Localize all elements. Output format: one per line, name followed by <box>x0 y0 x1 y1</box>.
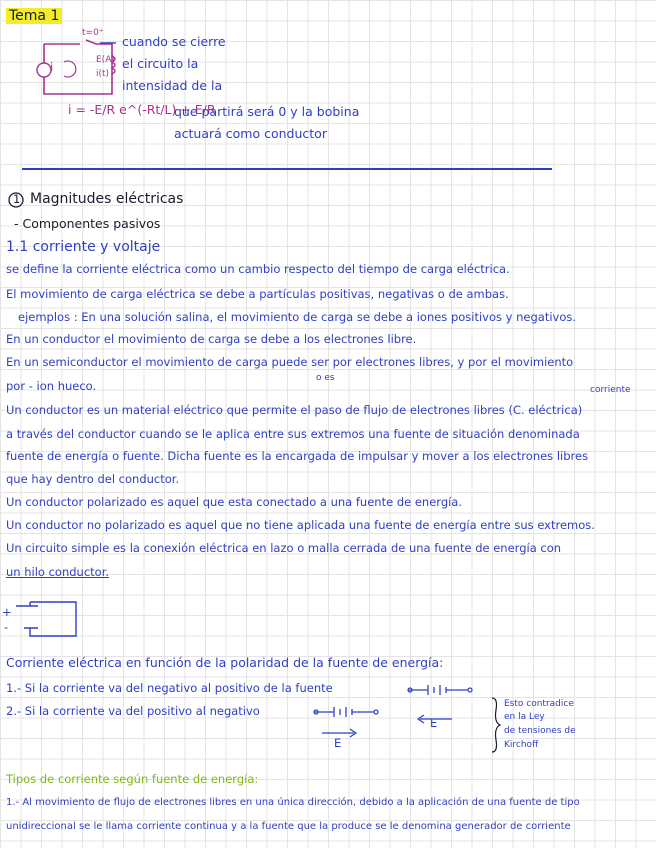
body-line-4: En un conductor el movimiento de carga se debe a los electrones libre. <box>6 332 417 346</box>
body-line-2: El movimiento de carga eléctrica se debe a partículas positivas, negativas o de ambas. <box>6 287 509 301</box>
conductor-line-6: Un conductor no polarizado es aquel que no tiene aplicada una fuente de energía entre sus extremos. <box>6 518 595 532</box>
battery-minus-sign: - <box>4 620 9 634</box>
section-heading: Magnitudes eléctricas <box>30 191 184 207</box>
polarity-item-2: 2.- Si la corriente va del positivo al negativo <box>6 704 260 718</box>
annotation-o-es: o es <box>316 373 335 383</box>
brace-note-2: en la Ley <box>504 712 545 722</box>
formula-note-1: que partirá será 0 y la bobina <box>174 104 360 119</box>
note-line-1: cuando se cierre <box>122 34 226 49</box>
current-label: i(t) <box>96 69 110 79</box>
conductor-line-1: Un conductor es un material eléctrico que permite el paso de flujo de electrones libres (C. eléctrica) <box>6 403 583 417</box>
annotation-corriente: corriente <box>590 385 631 395</box>
battery-symbol-1-icon <box>408 684 474 696</box>
types-line-1: 1.- Al movimiento de flujo de electrones libres en una única dirección, debido a la aplicación de una fuente de tipo <box>6 797 580 808</box>
brace-note-1: Esto contradice <box>504 699 574 709</box>
conductor-line-4: que hay dentro del conductor. <box>6 472 180 486</box>
simple-circuit-sketch <box>4 600 80 640</box>
battery-plus-sign: + <box>2 605 12 619</box>
note-line-2: el circuito la <box>122 56 199 71</box>
body-line-3: ejemplos : En una solución salina, el movimiento de carga se debe a iones positivos y negativos. <box>18 310 577 324</box>
conductor-line-3: fuente de energía o fuente. Dicha fuente es la encargada de impulsar y mover a los electrones libres <box>6 449 589 463</box>
brace-note-3: de tensiones de <box>504 726 576 736</box>
conductor-line-7: Un circuito simple es la conexión eléctrica en lazo o malla cerrada de una fuente de energía con <box>6 541 562 555</box>
formula-note-2: actuará como conductor <box>174 126 327 141</box>
conductor-line-5: Un conductor polarizado es aquel que esta conectado a una fuente de energía. <box>6 495 463 509</box>
brace-icon <box>488 696 502 754</box>
polarity-item-1: 1.- Si la corriente va del negativo al positivo de la fuente <box>6 681 333 695</box>
loop-current-label: i <box>50 60 54 74</box>
conductor-line-8: un hilo conductor. <box>6 565 110 579</box>
page-title: Tema 1 <box>6 9 62 23</box>
body-line-6: por - ion hueco. <box>6 379 97 393</box>
note-line-3: intensidad de la <box>122 78 223 93</box>
section-number: 1 <box>13 192 21 206</box>
battery-symbol-2-icon <box>314 706 380 718</box>
source-label: E(A) <box>96 55 115 65</box>
formula: i = -E/R e^(-Rt/L) + E/R <box>68 102 216 117</box>
switch-label: t=0⁺ <box>82 28 104 38</box>
symbol-E-1: E <box>334 736 342 750</box>
polarity-heading: Corriente eléctrica en función de la polaridad de la fuente de energía: <box>6 655 444 670</box>
types-heading: Tipos de corriente según fuente de energía: <box>6 772 259 786</box>
body-line-1: se define la corriente eléctrica como un cambio respecto del tiempo de carga eléctrica. <box>6 262 510 276</box>
types-line-2: unidireccional se le llama corriente continua y a la fuente que la produce se le denomina generador de corriente <box>6 821 571 832</box>
conductor-line-2: a través del conductor cuando se le aplica entre sus extremos una fuente de situación denominada <box>6 427 580 441</box>
arrow-icon <box>100 40 118 46</box>
brace-note-4: Kirchoff <box>504 740 539 750</box>
subsection-heading: 1.1 corriente y voltaje <box>6 239 161 255</box>
symbol-E-2: E <box>430 716 438 730</box>
section-subheading: - Componentes pasivos <box>14 216 161 231</box>
section-divider <box>22 168 552 170</box>
body-line-5: En un semiconductor el movimiento de carga puede ser por electrones libres, y por el movimiento <box>6 355 574 369</box>
